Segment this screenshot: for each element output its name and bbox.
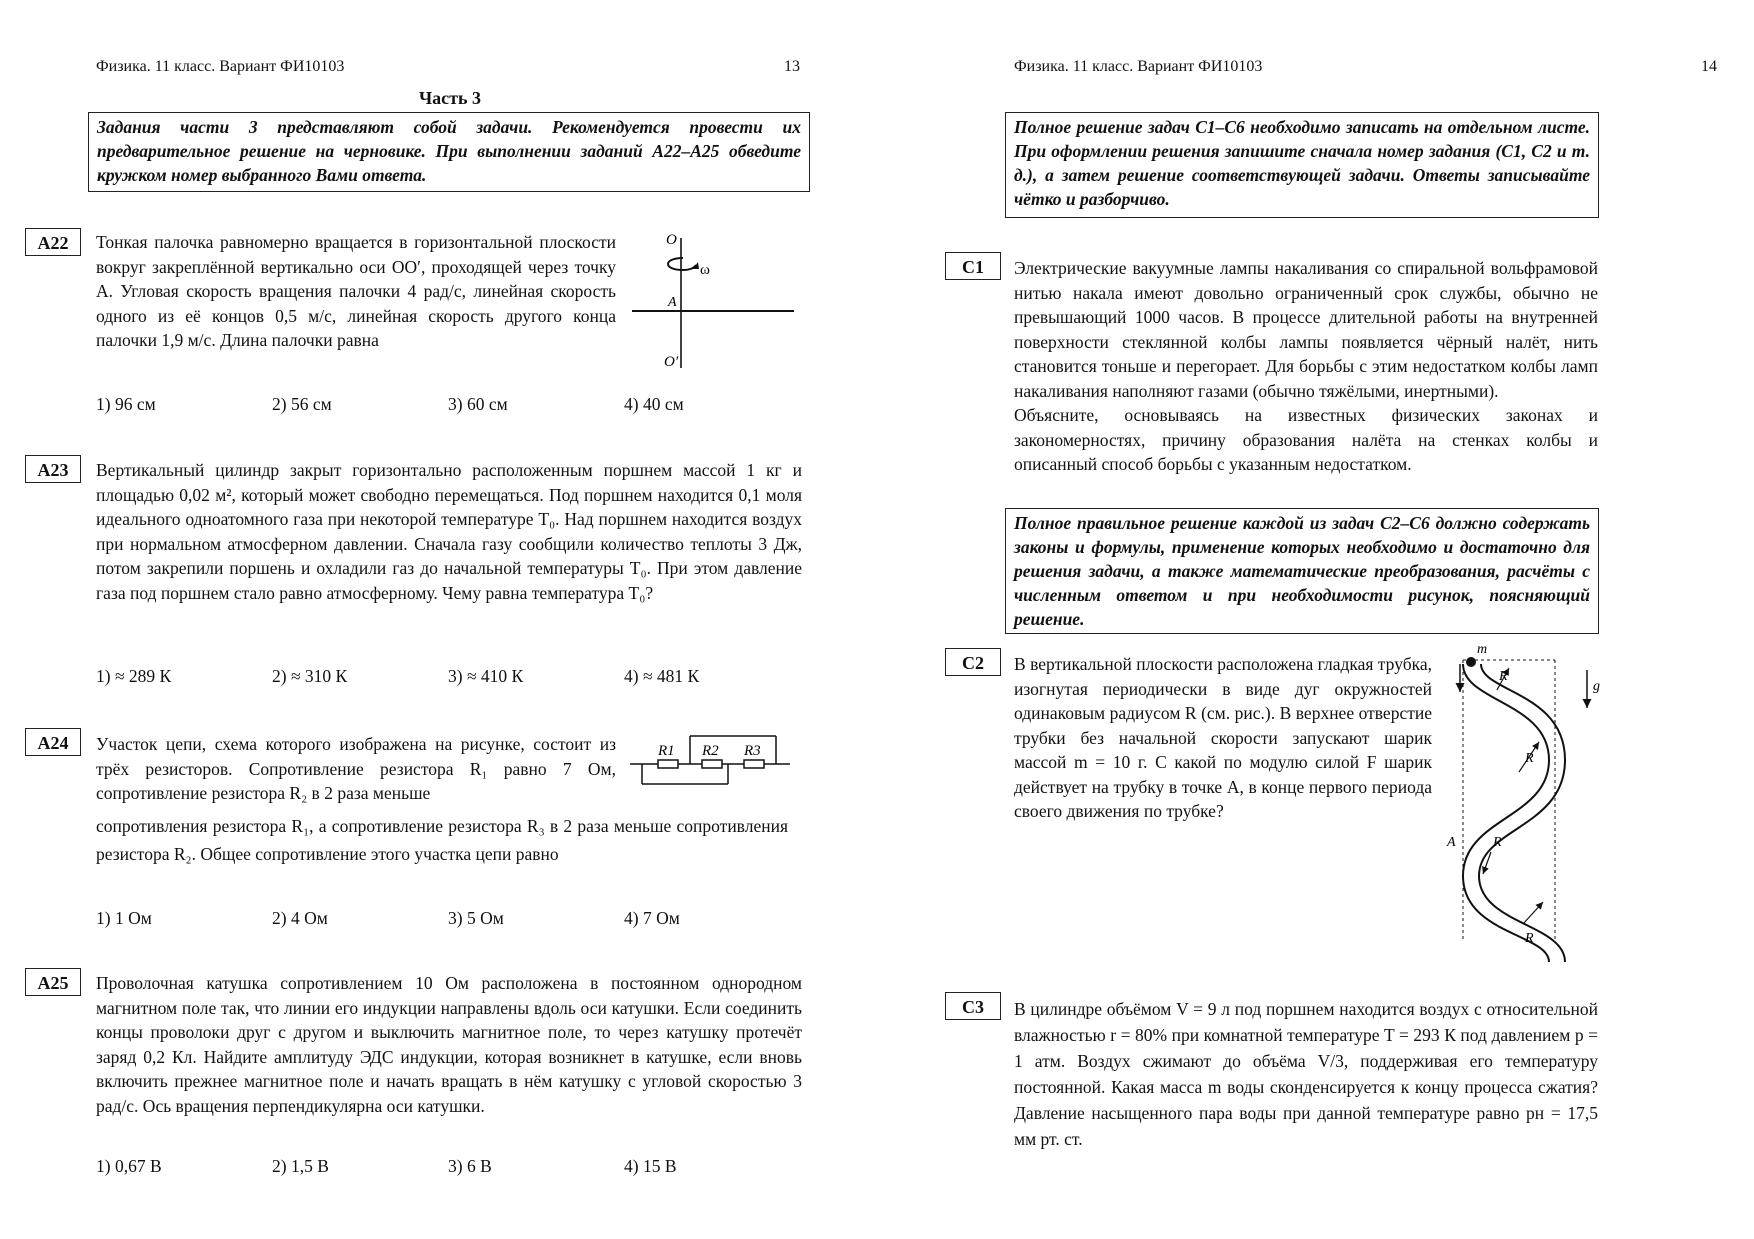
option[interactable]: 4) 40 см	[624, 394, 684, 414]
task-text-a24-top: Участок цепи, схема которого изображена на рисунке, состоит из трёх резисторов. Сопротивление резистора R₁ равно 7 Ом, сопротивление резистора R₂ в 2 раза меньше	[96, 734, 616, 803]
label-o-bottom: O′	[664, 354, 679, 370]
options-a24	[96, 908, 800, 929]
label-a: A	[1447, 835, 1456, 850]
options-a23	[96, 666, 800, 687]
task-tag-c3: C3	[945, 992, 1001, 1020]
option[interactable]: 2) ≈ 310 К	[272, 666, 348, 686]
label-r1: R1	[658, 743, 675, 759]
options-a25	[96, 1156, 800, 1177]
task-tag-a22: A22	[25, 228, 81, 256]
page-number: 13	[784, 58, 800, 75]
task-tag-c1: C1	[945, 252, 1001, 280]
label-r: R	[1525, 751, 1534, 766]
task-tag-c2: C2	[945, 648, 1001, 676]
option[interactable]: 4) ≈ 481 К	[624, 666, 700, 686]
task-text-a25: Проволочная катушка сопротивлением 10 Ом расположена в постоянном однородном магнитном поле так, что линии его индукции направлены вдоль оси катушки. Если соединить концы проволоки друг с другом и выключить магнитное поле, то через катушку протечёт заряд 0,2 Кл. Найдите амплитуду ЭДС индукции, которая возникнет в катушке, если вновь включить прежнее магнитное поле и начать вращать в нём катушку с угловой скоростью 3 рад/с. Ось вращения перпендикулярна оси катушки.	[96, 973, 802, 1116]
label-omega: ω	[700, 262, 710, 278]
tube-outer-wall	[1463, 664, 1549, 962]
label-r: R	[1525, 931, 1534, 946]
right-page	[877, 0, 1754, 1239]
task-text-a22: Тонкая палочка равномерно вращается в горизонтальной плоскости вокруг закреплённой вертикально оси OO′, проходящей через точку A. Угловая скорость вращения палочки 4 рад/с, линейная скорость одного из её концов 0,5 м/с, линейная скорость другого конца палочки 1,9 м/с. Длина палочки равна	[96, 232, 616, 350]
task-tag-a23: A23	[25, 455, 81, 483]
option[interactable]: 1) 1 Ом	[96, 908, 152, 928]
option[interactable]: 3) 6 В	[448, 1156, 492, 1176]
page-header: Физика. 11 класс. Вариант ФИ10103	[96, 58, 345, 75]
task-text-a24-bottom: сопротивления резистора R₁, а сопротивление резистора R₃ в 2 раза меньше сопротивления резистора R₂. Общее сопротивление этого участка цепи равно	[96, 816, 788, 864]
tube-inner-wall	[1479, 664, 1565, 962]
option[interactable]: 2) 4 Ом	[272, 908, 328, 928]
resistor-r1	[658, 760, 678, 768]
task-text-c1-p2: Объясните, основываясь на известных физических законах и закономерностях, причину образования налёта на стенках колбы и описанный способ борьбы с указанным недостатком.	[1014, 405, 1598, 474]
resistor-r3	[744, 760, 764, 768]
option[interactable]: 1) ≈ 289 К	[96, 666, 172, 686]
label-m: m	[1477, 642, 1488, 657]
label-g: g	[1593, 679, 1600, 694]
label-point-a: A	[668, 295, 677, 310]
page-number: 14	[1701, 58, 1717, 75]
option[interactable]: 1) 96 см	[96, 394, 156, 414]
option[interactable]: 2) 1,5 В	[272, 1156, 329, 1176]
instructions-box: Задания части 3 представляют собой задачи. Рекомендуется провести их предварительное решение на черновике. При выполнении заданий А22–А25 обведите кружком номер выбранного Вами ответа.	[88, 112, 810, 192]
task-text-c1	[1014, 256, 1598, 477]
rotation-arrowhead	[693, 262, 699, 269]
task-text-a23: Вертикальный цилиндр закрыт горизонтально расположенным поршнем массой 1 кг и площадью 0,02 м², который может свободно перемещаться. Под поршнем находится 0,1 моля идеального одноатомного газа при некоторой температуре T₀. Над поршнем находится воздух при нормальном атмосферном давлении. Сначала газу сообщили количество теплоты 3 Дж, потом закрепили поршень и охладили газ до начальной температуры T₀. При этом давление газа под поршнем стало равно атмосферному. Чему равна температура T₀?	[96, 460, 802, 603]
circuit-figure	[628, 730, 793, 792]
resistor-r2	[702, 760, 722, 768]
page-header: Физика. 11 класс. Вариант ФИ10103	[1014, 58, 1263, 75]
label-r: R	[1493, 835, 1502, 850]
option[interactable]: 4) 15 В	[624, 1156, 677, 1176]
part-title: Часть 3	[418, 88, 482, 108]
label-r2: R2	[702, 743, 719, 759]
task-text-c3: В цилиндре объёмом V = 9 л под поршнем находится воздух с относительной влажностью r = 80% при комнатной температуре T = 293 К под давлением p = 1 атм. Воздух сжимают до объёма V/3, поддерживая его температуру постоянной. Какая масса m воды сконденсируется к концу процесса сжатия? Давление насыщенного пара воды при данной температуре равно pн = 17,5 мм рт. ст.	[1014, 999, 1598, 1149]
option[interactable]: 4) 7 Ом	[624, 908, 680, 928]
option[interactable]: 3) 5 Ом	[448, 908, 504, 928]
label-r: R	[1499, 669, 1508, 684]
instructions-box-2: Полное правильное решение каждой из задач С2–С6 должно содержать законы и формулы, применение которых необходимо и достаточно для решения задачи, а также математические преобразования, расчёты с численным ответом и при необходимости рисунок, поясняющий решение.	[1005, 508, 1599, 634]
label-r3: R3	[744, 743, 761, 759]
rotation-arrow	[668, 258, 696, 270]
task-tag-a25: A25	[25, 968, 81, 996]
task-tag-a24: A24	[25, 728, 81, 756]
option[interactable]: 3) 60 см	[448, 394, 508, 414]
label-o-top: O	[666, 232, 677, 248]
option[interactable]: 2) 56 см	[272, 394, 332, 414]
task-text-c2: В вертикальной плоскости расположена гладкая трубка, изогнутая периодически в виде дуг окружностей одинаковым радиусом R (см. рис.). В верхнее отверстие трубки без начальной скорости запускают шарик массой m = 10 г. С какой по модулю силой F шарик действует на трубку в точке A, в конце первого периода своего движения по трубке?	[1014, 654, 1432, 821]
ball	[1466, 657, 1476, 667]
tube-figure	[1437, 642, 1605, 972]
rotating-rod-figure	[628, 228, 798, 378]
task-text-c1-p1: Электрические вакуумные лампы накаливания со спиральной вольфрамовой нитью накала имеют довольно ограниченный срок службы, обычно не превышающий 1000 часов. В процессе длительной работы на внутренней поверхности стеклянной колбы лампы появляется чёрный налёт, нить становится тоньше и перегорает. Для борьбы с этим недостатком колбы ламп накаливания наполняют газами (обычно тяжёлыми, инертными).	[1014, 258, 1598, 401]
option[interactable]: 1) 0,67 В	[96, 1156, 162, 1176]
options-a22	[96, 394, 800, 415]
option[interactable]: 3) ≈ 410 К	[448, 666, 524, 686]
instructions-box-1: Полное решение задач С1–С6 необходимо записать на отдельном листе. При оформлении решения запишите сначала номер задания (С1, С2 и т. д.), а затем решение соответствующей задачи. Ответы записывайте чётко и разборчиво.	[1005, 112, 1599, 218]
